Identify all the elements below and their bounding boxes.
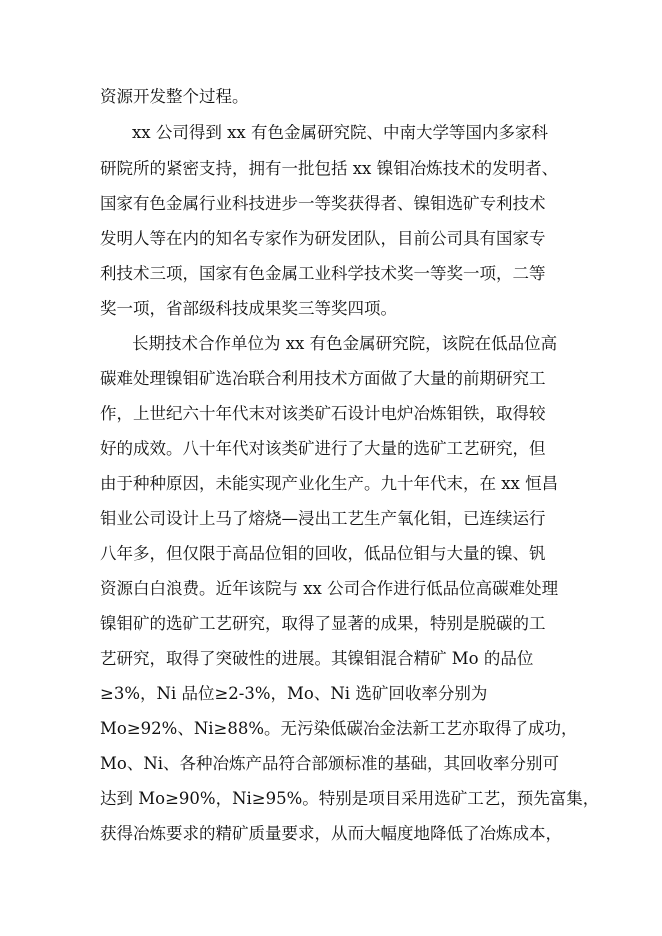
text-line: 国家有色金属行业科技进步一等奖获得者、镍钼选矿专利技术 (100, 194, 546, 213)
text-line: 好的成效。八十年代对该类矿进行了大量的选矿工艺研究，但 (100, 439, 546, 458)
text-line: Mo≥92%、Ni≥88%。无污染低碳冶金法新工艺亦取得了成功， (100, 719, 578, 738)
paragraph-start-line: xx 公司得到 xx 有色金属研究院、中南大学等国内多家科 (132, 123, 548, 142)
text-line: 利技术三项，国家有色金属工业科学技术奖一等奖一项，二等 (100, 264, 546, 283)
text-line: 艺研究，取得了突破性的进展。其镍钼混合精矿 Mo 的品位 (100, 649, 534, 668)
text-line: 发明人等在内的知名专家作为研发团队，目前公司具有国家专 (100, 229, 546, 248)
text-line: ≥3%，Ni 品位≥2-3%，Mo、Ni 选矿回收率分别为 (100, 684, 488, 703)
text-line: 碳难处理镍钼矿选冶联合利用技术方面做了大量的前期研究工 (100, 369, 546, 388)
text-line: 资源白白浪费。近年该院与 xx 公司合作进行低品位高碳难处理 (100, 579, 559, 598)
text-line: 八年多，但仅限于高品位钼的回收，低品位钼与大量的镍、钒 (100, 544, 546, 563)
paragraph-start-line: 长期技术合作单位为 xx 有色金属研究院，该院在低品位高 (132, 334, 558, 353)
text-line: Mo、Ni、各种冶炼产品符合部颁标准的基础，其回收率分别可 (100, 754, 560, 773)
text-line: 奖一项，省部级科技成果奖三等奖四项。 (100, 299, 397, 318)
text-line: 镍钼矿的选矿工艺研究，取得了显著的成果，特别是脱碳的工 (100, 614, 546, 633)
text-line: 研院所的紧密支持，拥有一批包括 xx 镍钼冶炼技术的发明者、 (100, 159, 559, 178)
text-line: 钼业公司设计上马了熔烧—浸出工艺生产氧化钼，已连续运行 (100, 509, 546, 528)
text-line: 获得冶炼要求的精矿质量要求，从而大幅度地降低了冶炼成本， (100, 824, 562, 843)
text-line: 作，上世纪六十年代末对该类矿石设计电炉冶炼钼铁，取得较 (100, 404, 546, 423)
text-line: 由于种种原因，未能实现产业化生产。九十年代末，在 xx 恒昌 (100, 474, 559, 493)
text-line: 达到 Mo≥90%，Ni≥95%。特别是项目采用选矿工艺，预先富集， (100, 789, 600, 808)
text-line: 资源开发整个过程。 (100, 87, 249, 106)
